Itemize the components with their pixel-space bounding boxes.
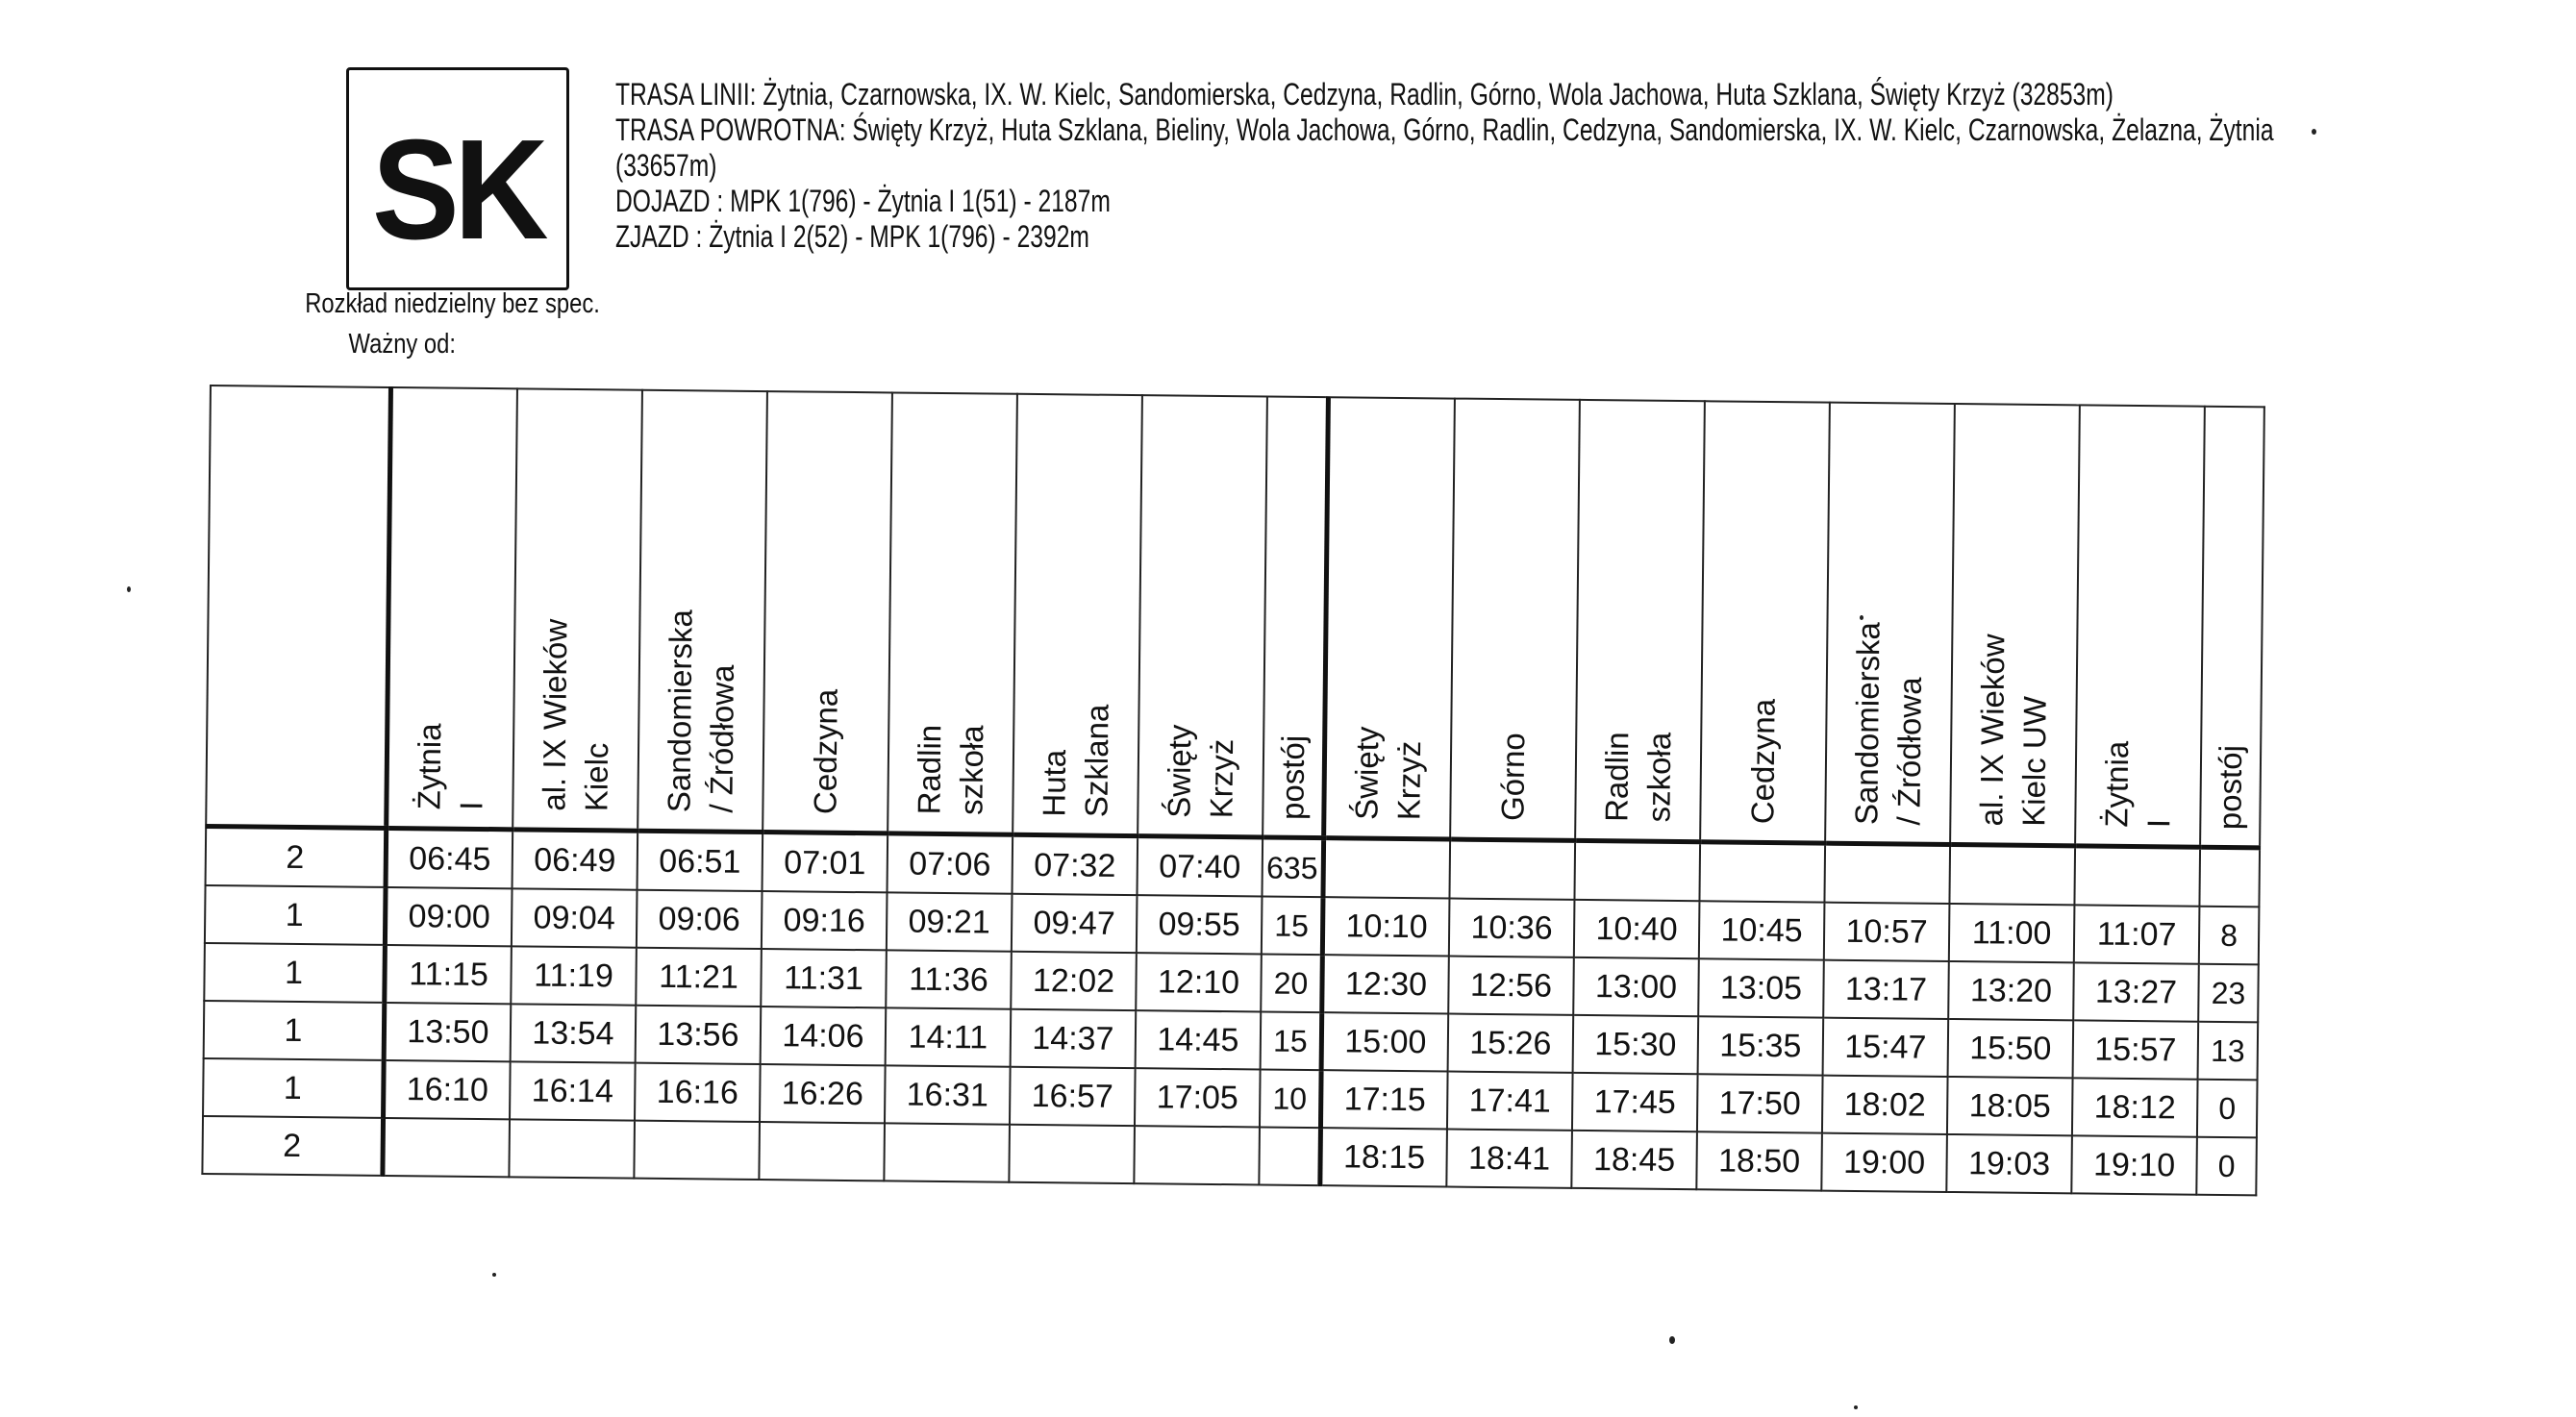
stop-header-label: Święty Krzyż (1161, 724, 1240, 819)
departure-time-cell: 16:31 (885, 1065, 1011, 1124)
kurs-header (206, 385, 390, 828)
scan-speck (1669, 1336, 1675, 1344)
departure-time-cell: 07:06 (888, 833, 1013, 894)
return-time-cell: 10:36 (1449, 899, 1575, 957)
timetable-wrapper (201, 385, 2264, 1196)
return-time-cell: 18:50 (1696, 1131, 1822, 1190)
scan-speck (492, 1273, 496, 1277)
stop-header (1263, 397, 1328, 838)
departure-time-cell: 14:37 (1011, 1009, 1137, 1068)
departure-time-cell: 06:45 (386, 828, 513, 888)
departure-time-cell (634, 1121, 760, 1180)
schedule-type: Rozkład niedzielny bez spec. (305, 288, 600, 319)
return-time-cell (2074, 846, 2200, 907)
return-time-cell: 15:00 (1321, 1012, 1448, 1071)
layover-cell: 8 (2199, 907, 2260, 965)
return-time-cell (1574, 840, 1700, 901)
departure-time-cell: 16:14 (510, 1061, 636, 1120)
return-time-cell (1824, 843, 1950, 904)
return-time-cell: 18:15 (1320, 1128, 1447, 1186)
route-return: TRASA POWROTNA: Święty Krzyż, Huta Szklana, Bieliny, Wola Jachowa, Górno, Radlin, Cedzyna, Sandomierska, IX. W. Kielc, Czarnowska, Żelazna, Żytnia (615, 112, 2274, 147)
return-time-cell (1699, 842, 1825, 903)
departure-time-cell: 11:31 (761, 949, 887, 1007)
stop-header-label: Radlin szkoła (1598, 732, 1678, 823)
departure-time-cell: 07:40 (1137, 836, 1263, 897)
departure-time-cell: 09:16 (762, 891, 888, 950)
departure-time-cell: 16:57 (1010, 1067, 1136, 1126)
departure-time-cell (383, 1118, 510, 1177)
kurs-cell: 1 (203, 1058, 384, 1118)
timetable (201, 385, 2264, 1196)
stop-header-label: Górno (1494, 733, 1532, 822)
departure-time-cell: 09:47 (1012, 894, 1138, 953)
stop-header (2075, 405, 2205, 847)
return-time-cell: 15:35 (1698, 1016, 1824, 1075)
departure-time-cell (1009, 1125, 1135, 1183)
route-return-length: (33657m) (615, 148, 717, 183)
return-time-cell: 15:26 (1448, 1014, 1574, 1073)
departure-time-cell: 06:51 (638, 831, 763, 891)
stop-header-label: Sandomierska / Źródłowa (1848, 621, 1928, 826)
return-time-cell: 17:15 (1320, 1070, 1447, 1129)
stop-header-label: al. IX Wieków Kielc UW (1973, 634, 2053, 828)
departure-time-cell: 11:21 (636, 948, 762, 1007)
return-time-cell: 19:03 (1946, 1134, 2072, 1193)
stop-header-label: Cedzyna (807, 688, 844, 814)
kurs-cell: 1 (204, 1001, 385, 1060)
stop-header-label: Żytnia I (2098, 740, 2177, 829)
departure-time-cell: 07:01 (763, 833, 888, 893)
return-time-cell: 11:07 (2074, 905, 2200, 963)
stop-header-label: Huta Szklana (1036, 704, 1115, 817)
return-time-cell: 19:10 (2071, 1135, 2197, 1194)
return-time-cell: 17:41 (1447, 1072, 1573, 1131)
return-time-cell: 17:45 (1572, 1073, 1698, 1131)
stop-header (2200, 407, 2264, 848)
stop-header-label: Sandomierska / Źródłowa (661, 609, 740, 813)
kurs-cell: 2 (202, 1116, 383, 1176)
scan-speck (1860, 615, 1863, 620)
stop-header (1138, 395, 1267, 837)
return-time-cell: 19:00 (1821, 1133, 1947, 1192)
departure-time-cell: 06:49 (513, 830, 638, 890)
stop-header (1013, 394, 1142, 836)
timetable-header-row (206, 385, 2264, 848)
scan-speck (127, 586, 131, 592)
departure-time-cell: 16:10 (384, 1060, 511, 1119)
route-outbound: TRASA LINII: Żytnia, Czarnowska, IX. W. Kielc, Sandomierska, Cedzyna, Radlin, Górno, Wola Jachowa, Huta Szklana, Święty Krzyż (32853m) (615, 77, 2113, 112)
return-time-cell: 10:45 (1699, 901, 1825, 959)
return-time-cell: 18:05 (1947, 1077, 2073, 1135)
layover-cell: 23 (2198, 964, 2259, 1023)
line-symbol: SK (371, 111, 544, 269)
kurs-cell: 2 (206, 826, 387, 886)
departure-time-cell (509, 1119, 635, 1178)
return-time-cell: 18:02 (1822, 1076, 1948, 1134)
departure-time-cell: 17:05 (1135, 1068, 1261, 1127)
return-time-cell: 11:00 (1949, 904, 2075, 962)
departure-time-cell: 07:32 (1012, 834, 1138, 895)
departure-time-cell: 09:21 (887, 892, 1013, 951)
return-time-cell: 13:00 (1573, 957, 1699, 1016)
departure-time-cell: 14:45 (1136, 1010, 1262, 1069)
layover-cell: 10 (1260, 1069, 1321, 1128)
return-time-cell: 13:20 (1948, 961, 2074, 1020)
stop-header-label: postój (2212, 744, 2249, 831)
departure-time-cell: 13:54 (511, 1004, 637, 1062)
return-time-cell (1323, 838, 1450, 899)
layover-cell: 15 (1261, 1011, 1322, 1070)
return-time-cell: 18:45 (1571, 1131, 1697, 1189)
stop-header (763, 391, 892, 833)
stop-header-label: Żytnia I (411, 723, 489, 811)
layover-cell: 635 (1262, 837, 1323, 897)
stop-header (1950, 404, 2080, 846)
stop-header-label: Radlin szkoła (911, 725, 990, 816)
return-time-cell: 12:56 (1448, 957, 1574, 1015)
layover-cell: 0 (2196, 1137, 2257, 1196)
stop-header-label: al. IX Wieków Kielc (536, 618, 615, 812)
layover-cell: 0 (2197, 1080, 2258, 1138)
return-time-cell (1949, 844, 2075, 905)
departure-time-cell (1134, 1126, 1260, 1184)
stop-header-label: Święty Krzyż (1348, 726, 1428, 821)
return-time-cell: 10:10 (1322, 897, 1449, 956)
departure-time-cell: 09:04 (512, 888, 638, 947)
return-time-cell: 15:30 (1573, 1015, 1699, 1074)
exit-route: ZJAZD : Żytnia I 2(52) - MPK 1(796) - 2392m (615, 219, 1089, 254)
kurs-cell: 1 (205, 885, 386, 945)
departure-time-cell: 11:19 (511, 946, 637, 1005)
layover-cell (1259, 1127, 1320, 1185)
return-time-cell: 13:17 (1823, 960, 1949, 1019)
stop-header (888, 392, 1017, 834)
layover-cell (2199, 847, 2260, 907)
line-symbol-box (346, 67, 569, 290)
departure-time-cell (759, 1122, 885, 1181)
return-time-cell: 18:12 (2072, 1078, 2198, 1136)
departure-time-cell (884, 1123, 1010, 1181)
departure-time-cell: 11:15 (385, 945, 512, 1004)
return-time-cell: 15:57 (2073, 1020, 2199, 1079)
return-time-cell: 15:50 (1948, 1019, 2074, 1078)
layover-cell: 13 (2198, 1022, 2259, 1081)
departure-time-cell: 14:06 (761, 1007, 887, 1065)
return-time-cell: 17:50 (1697, 1074, 1823, 1132)
stop-header (1324, 397, 1455, 839)
stop-header-label: Cedzyna (1744, 698, 1782, 825)
departure-time-cell: 12:10 (1136, 953, 1262, 1011)
stop-header (513, 388, 642, 831)
layover-cell: 20 (1261, 954, 1322, 1012)
return-time-cell: 10:57 (1824, 903, 1950, 961)
return-time-cell: 15:47 (1823, 1018, 1949, 1077)
stop-header (1825, 403, 1955, 845)
stop-header (1575, 400, 1705, 842)
timetable-body (202, 826, 2260, 1195)
return-time-cell: 13:27 (2073, 962, 2199, 1021)
scan-speck (2312, 129, 2316, 135)
departure-time-cell: 16:26 (760, 1064, 886, 1123)
return-time-cell (1449, 839, 1575, 900)
departure-time-cell: 12:02 (1011, 952, 1137, 1010)
return-time-cell: 10:40 (1574, 900, 1700, 958)
stop-header (1450, 399, 1580, 841)
departure-time-cell: 09:06 (637, 890, 763, 949)
stop-header (638, 390, 767, 833)
departure-time-cell: 14:11 (886, 1007, 1012, 1066)
return-time-cell: 13:05 (1698, 958, 1824, 1017)
departure-time-cell: 13:56 (636, 1006, 762, 1064)
departure-time-cell: 16:16 (635, 1063, 761, 1122)
return-time-cell: 18:41 (1446, 1130, 1572, 1188)
departure-time-cell: 11:36 (886, 950, 1012, 1008)
departure-time-cell: 13:50 (384, 1003, 511, 1061)
departure-time-cell: 09:00 (385, 887, 512, 946)
layover-cell: 15 (1262, 896, 1323, 955)
access-route: DOJAZD : MPK 1(796) - Żytnia I 1(51) - 2187m (615, 184, 1111, 218)
return-time-cell: 12:30 (1322, 955, 1449, 1013)
departure-time-cell: 09:55 (1137, 895, 1263, 954)
valid-from-label: Ważny od: (348, 329, 456, 360)
kurs-cell: 1 (204, 943, 385, 1003)
stop-header-label: postój (1274, 734, 1312, 821)
stop-header (387, 387, 517, 830)
scan-speck (1854, 1405, 1858, 1409)
route-info (615, 77, 2274, 255)
stop-header (1700, 401, 1830, 843)
